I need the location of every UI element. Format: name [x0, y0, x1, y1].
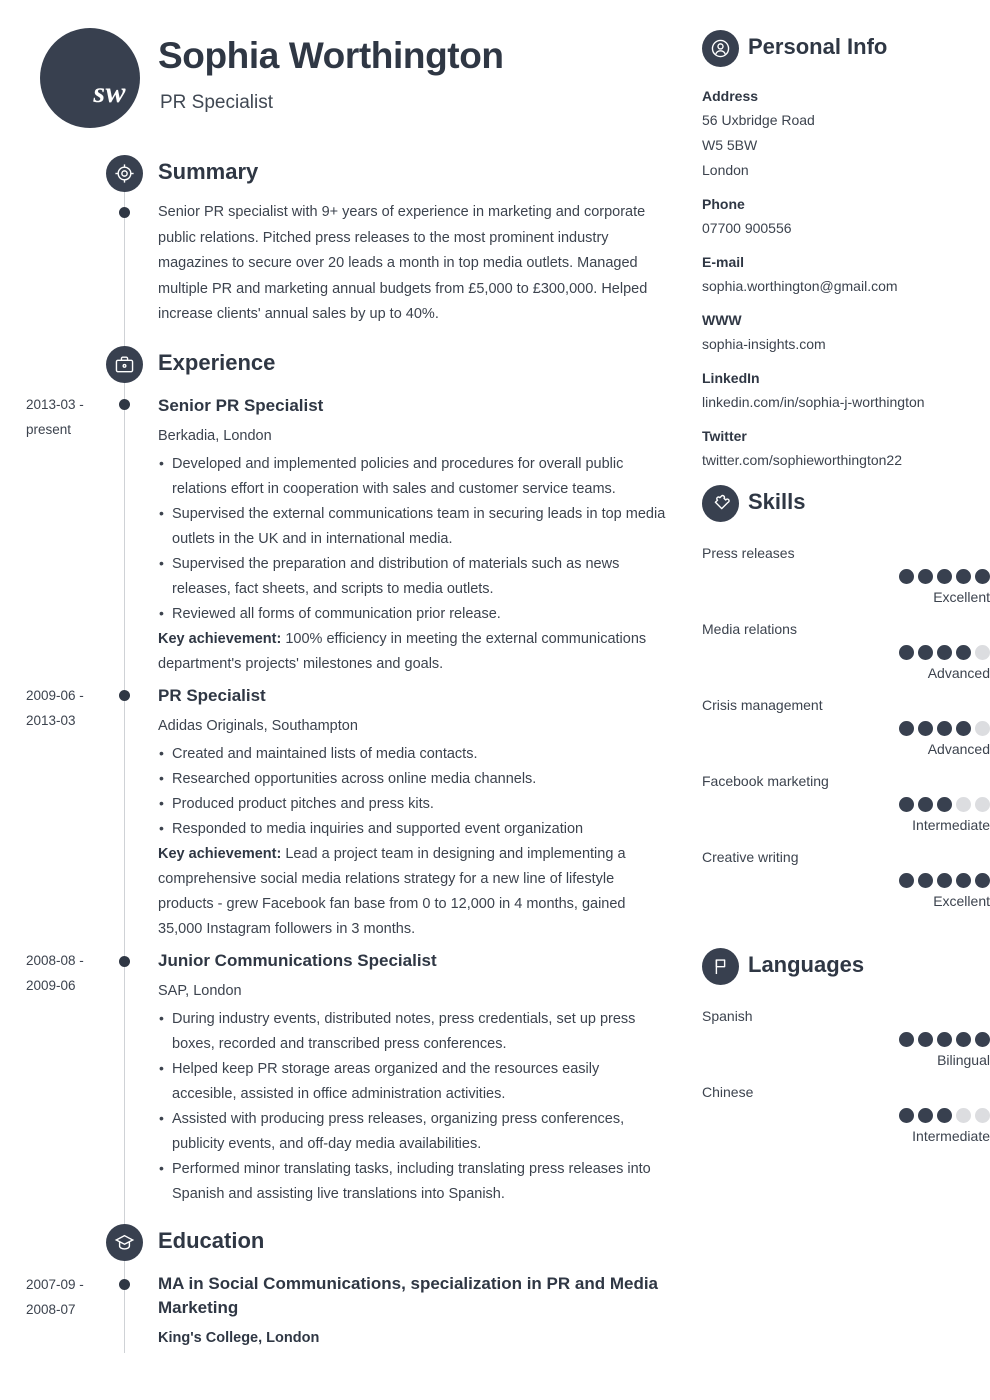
rating-dot	[918, 1108, 933, 1123]
info-field-twitter	[702, 424, 990, 473]
list-item: • Supervised the preparation and distribution of materials such as news releases, fact sheets, and scripts to media outlets.	[158, 552, 666, 602]
list-item: • Supervised the external communications team in securing leads in top media outlets in the UK and in international media.	[158, 502, 666, 552]
rating-dot	[899, 873, 914, 888]
info-field-linkedin	[702, 366, 990, 415]
achievement-text: Lead a project team in designing and implementing a comprehensive social media relations strategy for a new line of lifestyle products - grew Facebook fan base from 0 to 12,000 in 4 months, gained 35,000 Instagram followers in 3 months.	[158, 846, 626, 937]
rating-dot	[956, 797, 971, 812]
rating-dot	[937, 873, 952, 888]
section-title-education: Education	[158, 1228, 265, 1253]
rating-dot	[899, 721, 914, 736]
summary-text-block	[158, 200, 666, 328]
skill-item	[702, 692, 990, 761]
entry-achievement	[158, 627, 666, 677]
section-title-languages: Languages	[748, 952, 865, 977]
skill-name: Media relations	[702, 621, 797, 637]
rating-dots	[702, 569, 990, 584]
entry-company: Berkadia, London	[158, 428, 272, 444]
rating-dot	[899, 797, 914, 812]
rating-dot	[937, 569, 952, 584]
rating-dot	[937, 1108, 952, 1123]
experience-entry	[158, 394, 666, 677]
skill-item	[702, 540, 990, 609]
entry-title: MA in Social Communications, specialization in PR and Media Marketing	[158, 1274, 659, 1317]
section-personal-info-header	[702, 30, 990, 76]
timeline-dot	[119, 207, 130, 218]
section-skills	[702, 485, 990, 920]
rating-dot	[918, 1032, 933, 1047]
info-field-www	[702, 308, 990, 357]
page-title: Sophia Worthington	[158, 35, 504, 76]
section-skills-header	[702, 485, 990, 531]
entry-bullets	[158, 742, 666, 842]
rating-dots	[702, 1108, 990, 1123]
target-icon	[106, 155, 143, 192]
skill-item	[702, 616, 990, 685]
briefcase-icon	[106, 346, 143, 383]
rating-dot	[975, 645, 990, 660]
achievement-label: Key achievement:	[158, 846, 282, 862]
rating-dots	[702, 797, 990, 812]
rating-dot	[918, 645, 933, 660]
rating-dot	[975, 797, 990, 812]
entry-dates: 2007-09 - 2008-07	[26, 1277, 84, 1317]
info-value[interactable]: sophia-insights.com	[702, 336, 826, 352]
rating-dots	[702, 873, 990, 888]
languages-list	[702, 1003, 990, 1148]
list-item: • Responded to media inquiries and supported event organization	[158, 817, 666, 842]
graduation-cap-icon	[106, 1224, 143, 1261]
rating-dot	[975, 873, 990, 888]
language-name: Spanish	[702, 1008, 753, 1024]
rating-dot	[975, 721, 990, 736]
skill-name: Facebook marketing	[702, 773, 829, 789]
info-value: London	[702, 162, 749, 178]
person-icon	[702, 30, 739, 67]
flag-icon	[702, 948, 739, 985]
entry-company: SAP, London	[158, 983, 242, 999]
list-item: • Reviewed all forms of communication prior release.	[158, 602, 666, 627]
info-label: WWW	[702, 312, 742, 328]
skill-level: Excellent	[933, 589, 990, 605]
entry-title: Junior Communications Specialist	[158, 951, 437, 970]
rating-dot	[937, 645, 952, 660]
puzzle-piece-icon	[702, 485, 739, 522]
avatar	[40, 28, 140, 128]
entry-dates: 2009-06 - 2013-03	[26, 688, 84, 728]
timeline-dot	[119, 1279, 130, 1290]
section-languages-header	[702, 948, 990, 994]
skills-list	[702, 540, 990, 913]
language-level: Intermediate	[912, 1128, 990, 1144]
rating-dot	[899, 569, 914, 584]
achievement-label: Key achievement:	[158, 631, 282, 647]
achievement-text: 100% efficiency in meeting the external communications department's projects' milestones and goals.	[158, 631, 647, 672]
education-entry	[158, 1272, 666, 1351]
skill-level: Intermediate	[912, 817, 990, 833]
info-field-email	[702, 250, 990, 299]
info-value: W5 5BW	[702, 137, 758, 153]
entry-dates: 2013-03 - present	[26, 397, 84, 437]
summary-text: Senior PR specialist with 9+ years of experience in marketing and corporate public relations. Pitched press releases to the most prominent industry magazines to secure over 20 leads a month in top media outlets. Managed multiple PR and marketing annual budgets from £5,000 to £300,000. Helped increase clients' annual sales by up to 40%.	[158, 204, 648, 322]
entry-title: Senior PR Specialist	[158, 396, 324, 415]
entry-school: King's College, London	[158, 1330, 320, 1346]
rating-dot	[918, 569, 933, 584]
rating-dot	[956, 1108, 971, 1123]
entry-title: PR Specialist	[158, 686, 266, 705]
experience-entry	[158, 949, 666, 1207]
skill-item	[702, 768, 990, 837]
info-value[interactable]: linkedin.com/in/sophia-j-worthington	[702, 394, 925, 410]
rating-dot	[975, 1108, 990, 1123]
list-item: • Assisted with producing press releases, organizing press conferences, publicity events, and off-day media availabilities.	[158, 1107, 666, 1157]
section-title-personal-info: Personal Info	[748, 34, 888, 59]
rating-dot	[956, 569, 971, 584]
entry-bullets	[158, 452, 666, 627]
info-label: Phone	[702, 196, 745, 212]
info-field-address	[702, 84, 990, 183]
list-item: • Developed and implemented policies and procedures for overall public relations effort in cooperation with sales and customer service teams.	[158, 452, 666, 502]
section-personal-info	[702, 30, 990, 482]
skill-name: Crisis management	[702, 697, 823, 713]
info-label: E-mail	[702, 254, 745, 270]
info-value[interactable]: twitter.com/sophieworthington22	[702, 452, 902, 468]
avatar-initials: sw	[93, 76, 126, 109]
resume-header	[0, 0, 690, 130]
list-item: • Produced product pitches and press kits.	[158, 792, 666, 817]
info-label: Twitter	[702, 428, 747, 444]
info-label: LinkedIn	[702, 370, 760, 386]
experience-entry	[158, 684, 666, 942]
list-item: • Helped keep PR storage areas organized and the resources easily accesible, assisted in office administration activities.	[158, 1057, 666, 1107]
entry-dates: 2008-08 - 2009-06	[26, 953, 84, 993]
skill-level: Excellent	[933, 893, 990, 909]
rating-dot	[956, 721, 971, 736]
rating-dot	[937, 1032, 952, 1047]
info-value: 56 Uxbridge Road	[702, 112, 815, 128]
rating-dot	[956, 645, 971, 660]
personal-info-fields	[702, 84, 990, 473]
list-item: • Researched opportunities across online media channels.	[158, 767, 666, 792]
rating-dot	[975, 569, 990, 584]
list-item: • During industry events, distributed notes, press credentials, set up press boxes, recorded and transcribed press conferences.	[158, 1007, 666, 1057]
timeline-dot	[119, 690, 130, 701]
skill-level: Advanced	[927, 665, 990, 681]
rating-dot	[899, 645, 914, 660]
rating-dot	[899, 1108, 914, 1123]
timeline-dot	[119, 399, 130, 410]
language-item	[702, 1003, 990, 1072]
language-name: Chinese	[702, 1084, 754, 1100]
rating-dots	[702, 721, 990, 736]
section-title-experience: Experience	[158, 350, 276, 375]
entry-achievement	[158, 842, 666, 942]
language-level: Bilingual	[937, 1052, 990, 1068]
info-value[interactable]: sophia.worthington@gmail.com	[702, 278, 898, 294]
info-label: Address	[702, 88, 759, 104]
skill-name: Press releases	[702, 545, 795, 561]
language-item	[702, 1079, 990, 1148]
skill-level: Advanced	[927, 741, 990, 757]
skill-item	[702, 844, 990, 913]
section-languages	[702, 948, 990, 1155]
rating-dot	[937, 797, 952, 812]
list-item: • Performed minor translating tasks, including translating press releases into Spanish and assisting live translations into Spanish.	[158, 1157, 666, 1207]
skill-name: Creative writing	[702, 849, 799, 865]
entry-company: Adidas Originals, Southampton	[158, 718, 358, 734]
rating-dot	[956, 873, 971, 888]
section-title-summary: Summary	[158, 159, 259, 184]
rating-dots	[702, 1032, 990, 1047]
section-education-header	[0, 1224, 690, 1268]
section-summary-header	[0, 155, 690, 199]
rating-dot	[956, 1032, 971, 1047]
rating-dot	[975, 1032, 990, 1047]
rating-dot	[918, 721, 933, 736]
timeline-dot	[119, 956, 130, 967]
info-field-phone	[702, 192, 990, 241]
rating-dot	[918, 873, 933, 888]
entry-bullets	[158, 1007, 666, 1207]
list-item: • Created and maintained lists of media contacts.	[158, 742, 666, 767]
rating-dot	[918, 797, 933, 812]
rating-dot	[937, 721, 952, 736]
job-title: PR Specialist	[160, 92, 273, 113]
info-value: 07700 900556	[702, 220, 792, 236]
rating-dots	[702, 645, 990, 660]
section-experience-header	[0, 346, 690, 390]
section-title-skills: Skills	[748, 489, 806, 514]
rating-dot	[899, 1032, 914, 1047]
